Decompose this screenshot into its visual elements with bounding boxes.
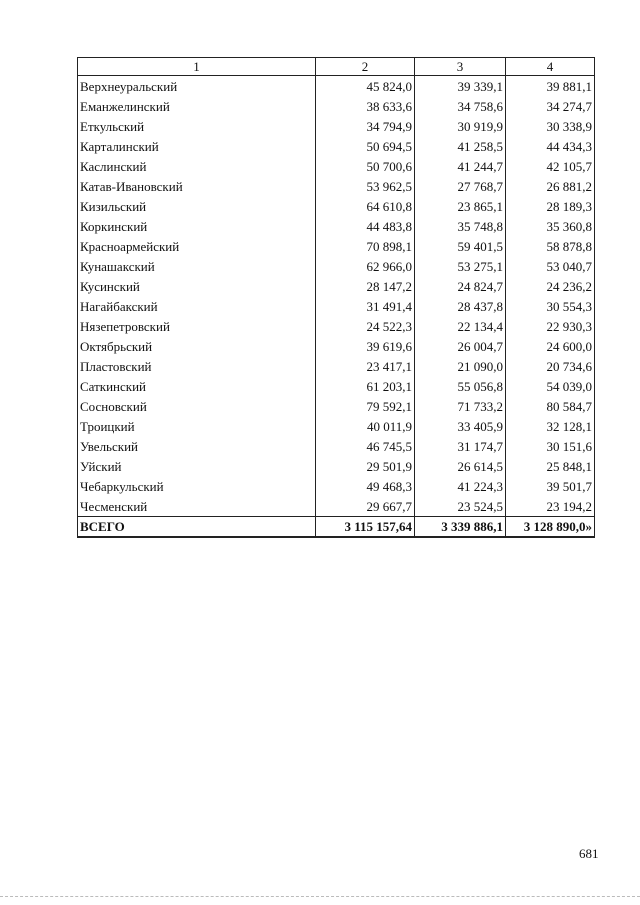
value-cell-col3: 23 524,5: [415, 496, 506, 517]
value-cell-col2: 79 592,1: [316, 396, 415, 416]
value-cell-col3: 30 919,9: [415, 116, 506, 136]
bottom-edge-line: [0, 896, 640, 897]
table-row: [78, 76, 595, 97]
district-name-cell: Чесменский: [78, 496, 316, 517]
table-row: [78, 396, 595, 416]
district-name-cell: Чебаркульский: [78, 476, 316, 496]
value-cell-col3: 23 865,1: [415, 196, 506, 216]
district-name-cell: Коркинский: [78, 216, 316, 236]
table-row: [78, 416, 595, 436]
table-row: [78, 236, 595, 256]
header-cell-3: 3: [415, 58, 506, 76]
value-cell-col4: 24 600,0: [506, 336, 595, 356]
value-cell-col4: 58 878,8: [506, 236, 595, 256]
value-cell-col4: 44 434,3: [506, 136, 595, 156]
district-name-cell: Кунашакский: [78, 256, 316, 276]
value-cell-col4: 20 734,6: [506, 356, 595, 376]
value-cell-col3: 21 090,0: [415, 356, 506, 376]
district-name-cell: Пластовский: [78, 356, 316, 376]
total-label: ВСЕГО: [78, 517, 316, 538]
value-cell-col2: 44 483,8: [316, 216, 415, 236]
district-name-cell: Карталинский: [78, 136, 316, 156]
district-name-cell: Уйский: [78, 456, 316, 476]
page-number: 681: [579, 846, 599, 861]
district-name-cell: Еткульский: [78, 116, 316, 136]
value-cell-col2: 40 011,9: [316, 416, 415, 436]
district-name-cell: Нязепетровский: [78, 316, 316, 336]
table-row: [78, 316, 595, 336]
table-row: [78, 96, 595, 116]
header-cell-4: 4: [506, 58, 595, 76]
value-cell-col3: 34 758,6: [415, 96, 506, 116]
value-cell-col3: 41 244,7: [415, 156, 506, 176]
value-cell-col3: 27 768,7: [415, 176, 506, 196]
value-cell-col2: 64 610,8: [316, 196, 415, 216]
value-cell-col2: 53 962,5: [316, 176, 415, 196]
table-row: [78, 336, 595, 356]
table-row: [78, 436, 595, 456]
budget-table: [77, 57, 595, 538]
value-cell-col4: 26 881,2: [506, 176, 595, 196]
district-name-cell: Кусинский: [78, 276, 316, 296]
value-cell-col2: 29 501,9: [316, 456, 415, 476]
value-cell-col2: 50 694,5: [316, 136, 415, 156]
value-cell-col3: 33 405,9: [415, 416, 506, 436]
value-cell-col4: 53 040,7: [506, 256, 595, 276]
value-cell-col3: 55 056,8: [415, 376, 506, 396]
value-cell-col2: 70 898,1: [316, 236, 415, 256]
table-row: [78, 116, 595, 136]
district-name-cell: Кизильский: [78, 196, 316, 216]
header-cell-2: 2: [316, 58, 415, 76]
value-cell-col2: 34 794,9: [316, 116, 415, 136]
district-name-cell: Увельский: [78, 436, 316, 456]
value-cell-col3: 59 401,5: [415, 236, 506, 256]
value-cell-col3: 71 733,2: [415, 396, 506, 416]
value-cell-col2: 38 633,6: [316, 96, 415, 116]
value-cell-col4: 25 848,1: [506, 456, 595, 476]
value-cell-col2: 62 966,0: [316, 256, 415, 276]
table-row: [78, 376, 595, 396]
value-cell-col2: 50 700,6: [316, 156, 415, 176]
table-row: [78, 356, 595, 376]
total-col4: 3 128 890,0»: [506, 517, 595, 538]
value-cell-col3: 41 258,5: [415, 136, 506, 156]
value-cell-col3: 39 339,1: [415, 76, 506, 97]
table-row: [78, 296, 595, 316]
value-cell-col3: 41 224,3: [415, 476, 506, 496]
value-cell-col2: 45 824,0: [316, 76, 415, 97]
value-cell-col2: 24 522,3: [316, 316, 415, 336]
value-cell-col2: 29 667,7: [316, 496, 415, 517]
value-cell-col4: 22 930,3: [506, 316, 595, 336]
value-cell-col4: 39 881,1: [506, 76, 595, 97]
table-row: [78, 156, 595, 176]
district-name-cell: Красноармейский: [78, 236, 316, 256]
table-row: [78, 456, 595, 476]
table-row: [78, 176, 595, 196]
value-cell-col4: 30 338,9: [506, 116, 595, 136]
value-cell-col2: 46 745,5: [316, 436, 415, 456]
value-cell-col4: 35 360,8: [506, 216, 595, 236]
value-cell-col3: 24 824,7: [415, 276, 506, 296]
total-col3: 3 339 886,1: [415, 517, 506, 538]
value-cell-col4: 80 584,7: [506, 396, 595, 416]
table-row: [78, 276, 595, 296]
value-cell-col4: 24 236,2: [506, 276, 595, 296]
district-name-cell: Нагайбакский: [78, 296, 316, 316]
value-cell-col3: 35 748,8: [415, 216, 506, 236]
value-cell-col3: 53 275,1: [415, 256, 506, 276]
value-cell-col4: 28 189,3: [506, 196, 595, 216]
total-col2: 3 115 157,64: [316, 517, 415, 538]
value-cell-col3: 26 004,7: [415, 336, 506, 356]
table-row: [78, 476, 595, 496]
value-cell-col2: 39 619,6: [316, 336, 415, 356]
table-row: [78, 196, 595, 216]
district-name-cell: Еманжелинский: [78, 96, 316, 116]
table-header-row: [78, 58, 595, 76]
value-cell-col4: 42 105,7: [506, 156, 595, 176]
value-cell-col4: 39 501,7: [506, 476, 595, 496]
value-cell-col4: 34 274,7: [506, 96, 595, 116]
district-name-cell: Октябрьский: [78, 336, 316, 356]
district-name-cell: Сосновский: [78, 396, 316, 416]
value-cell-col3: 28 437,8: [415, 296, 506, 316]
table-row: [78, 256, 595, 276]
value-cell-col2: 61 203,1: [316, 376, 415, 396]
value-cell-col4: 30 151,6: [506, 436, 595, 456]
value-cell-col3: 22 134,4: [415, 316, 506, 336]
district-name-cell: Саткинский: [78, 376, 316, 396]
district-name-cell: Троицкий: [78, 416, 316, 436]
district-name-cell: Катав-Ивановский: [78, 176, 316, 196]
table-row: [78, 216, 595, 236]
value-cell-col4: 23 194,2: [506, 496, 595, 517]
value-cell-col2: 28 147,2: [316, 276, 415, 296]
table-row: [78, 496, 595, 517]
value-cell-col4: 30 554,3: [506, 296, 595, 316]
value-cell-col2: 23 417,1: [316, 356, 415, 376]
value-cell-col2: 49 468,3: [316, 476, 415, 496]
value-cell-col4: 32 128,1: [506, 416, 595, 436]
value-cell-col3: 26 614,5: [415, 456, 506, 476]
table-row: [78, 136, 595, 156]
header-cell-1: 1: [78, 58, 316, 76]
district-name-cell: Верхнеуральский: [78, 76, 316, 97]
table-body: [78, 58, 595, 538]
district-name-cell: Каслинский: [78, 156, 316, 176]
value-cell-col3: 31 174,7: [415, 436, 506, 456]
value-cell-col4: 54 039,0: [506, 376, 595, 396]
total-row: [78, 517, 595, 538]
value-cell-col2: 31 491,4: [316, 296, 415, 316]
